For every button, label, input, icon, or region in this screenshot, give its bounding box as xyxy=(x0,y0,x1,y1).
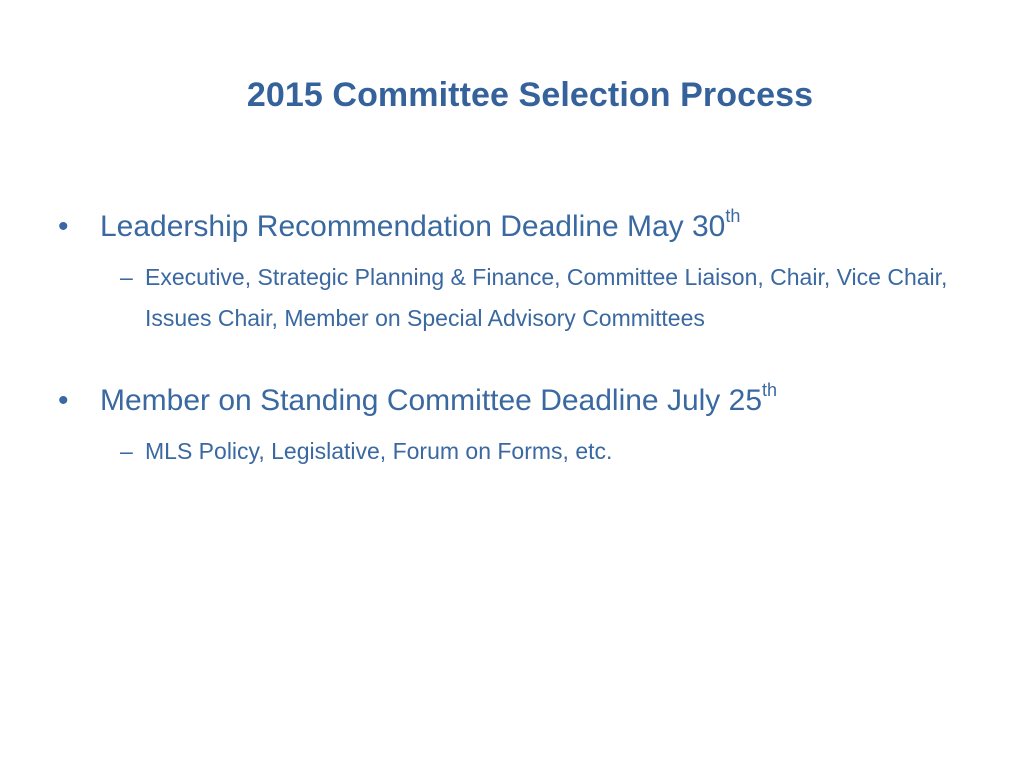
bullet-list xyxy=(58,205,998,472)
bullet-marker: • xyxy=(58,384,69,417)
sub-bullet-text: MLS Policy, Legislative, Forum on Forms, etc. xyxy=(145,438,613,464)
bullet-item-standing-committee xyxy=(58,379,998,472)
slide-title: 2015 Committee Selection Process xyxy=(246,76,814,114)
bullet-text xyxy=(100,205,740,249)
bullet-text xyxy=(100,379,777,423)
bullet-row xyxy=(58,379,998,423)
bullet-marker: • xyxy=(58,210,69,243)
sub-bullet-marker: – xyxy=(120,438,133,464)
bullet-superscript: th xyxy=(762,380,778,400)
sub-bullet-list xyxy=(58,431,998,472)
bullet-row xyxy=(58,205,998,249)
sub-bullet-item xyxy=(120,431,998,472)
sub-bullet-list xyxy=(58,257,998,339)
bullet-spacer xyxy=(58,339,998,379)
sub-bullet-item xyxy=(120,257,998,339)
bullet-main-text: Member on Standing Committee Deadline July 25 xyxy=(100,384,763,417)
sub-bullet-marker: – xyxy=(120,264,133,290)
bullet-item-leadership xyxy=(58,205,998,339)
sub-bullet-text: Executive, Strategic Planning & Finance, Committee Liaison, Chair, Vice Chair, Issues Chair, Member on Special Advisory Committees xyxy=(145,264,948,331)
bullet-superscript: th xyxy=(725,206,741,226)
bullet-main-text: Leadership Recommendation Deadline May 30 xyxy=(100,210,726,243)
